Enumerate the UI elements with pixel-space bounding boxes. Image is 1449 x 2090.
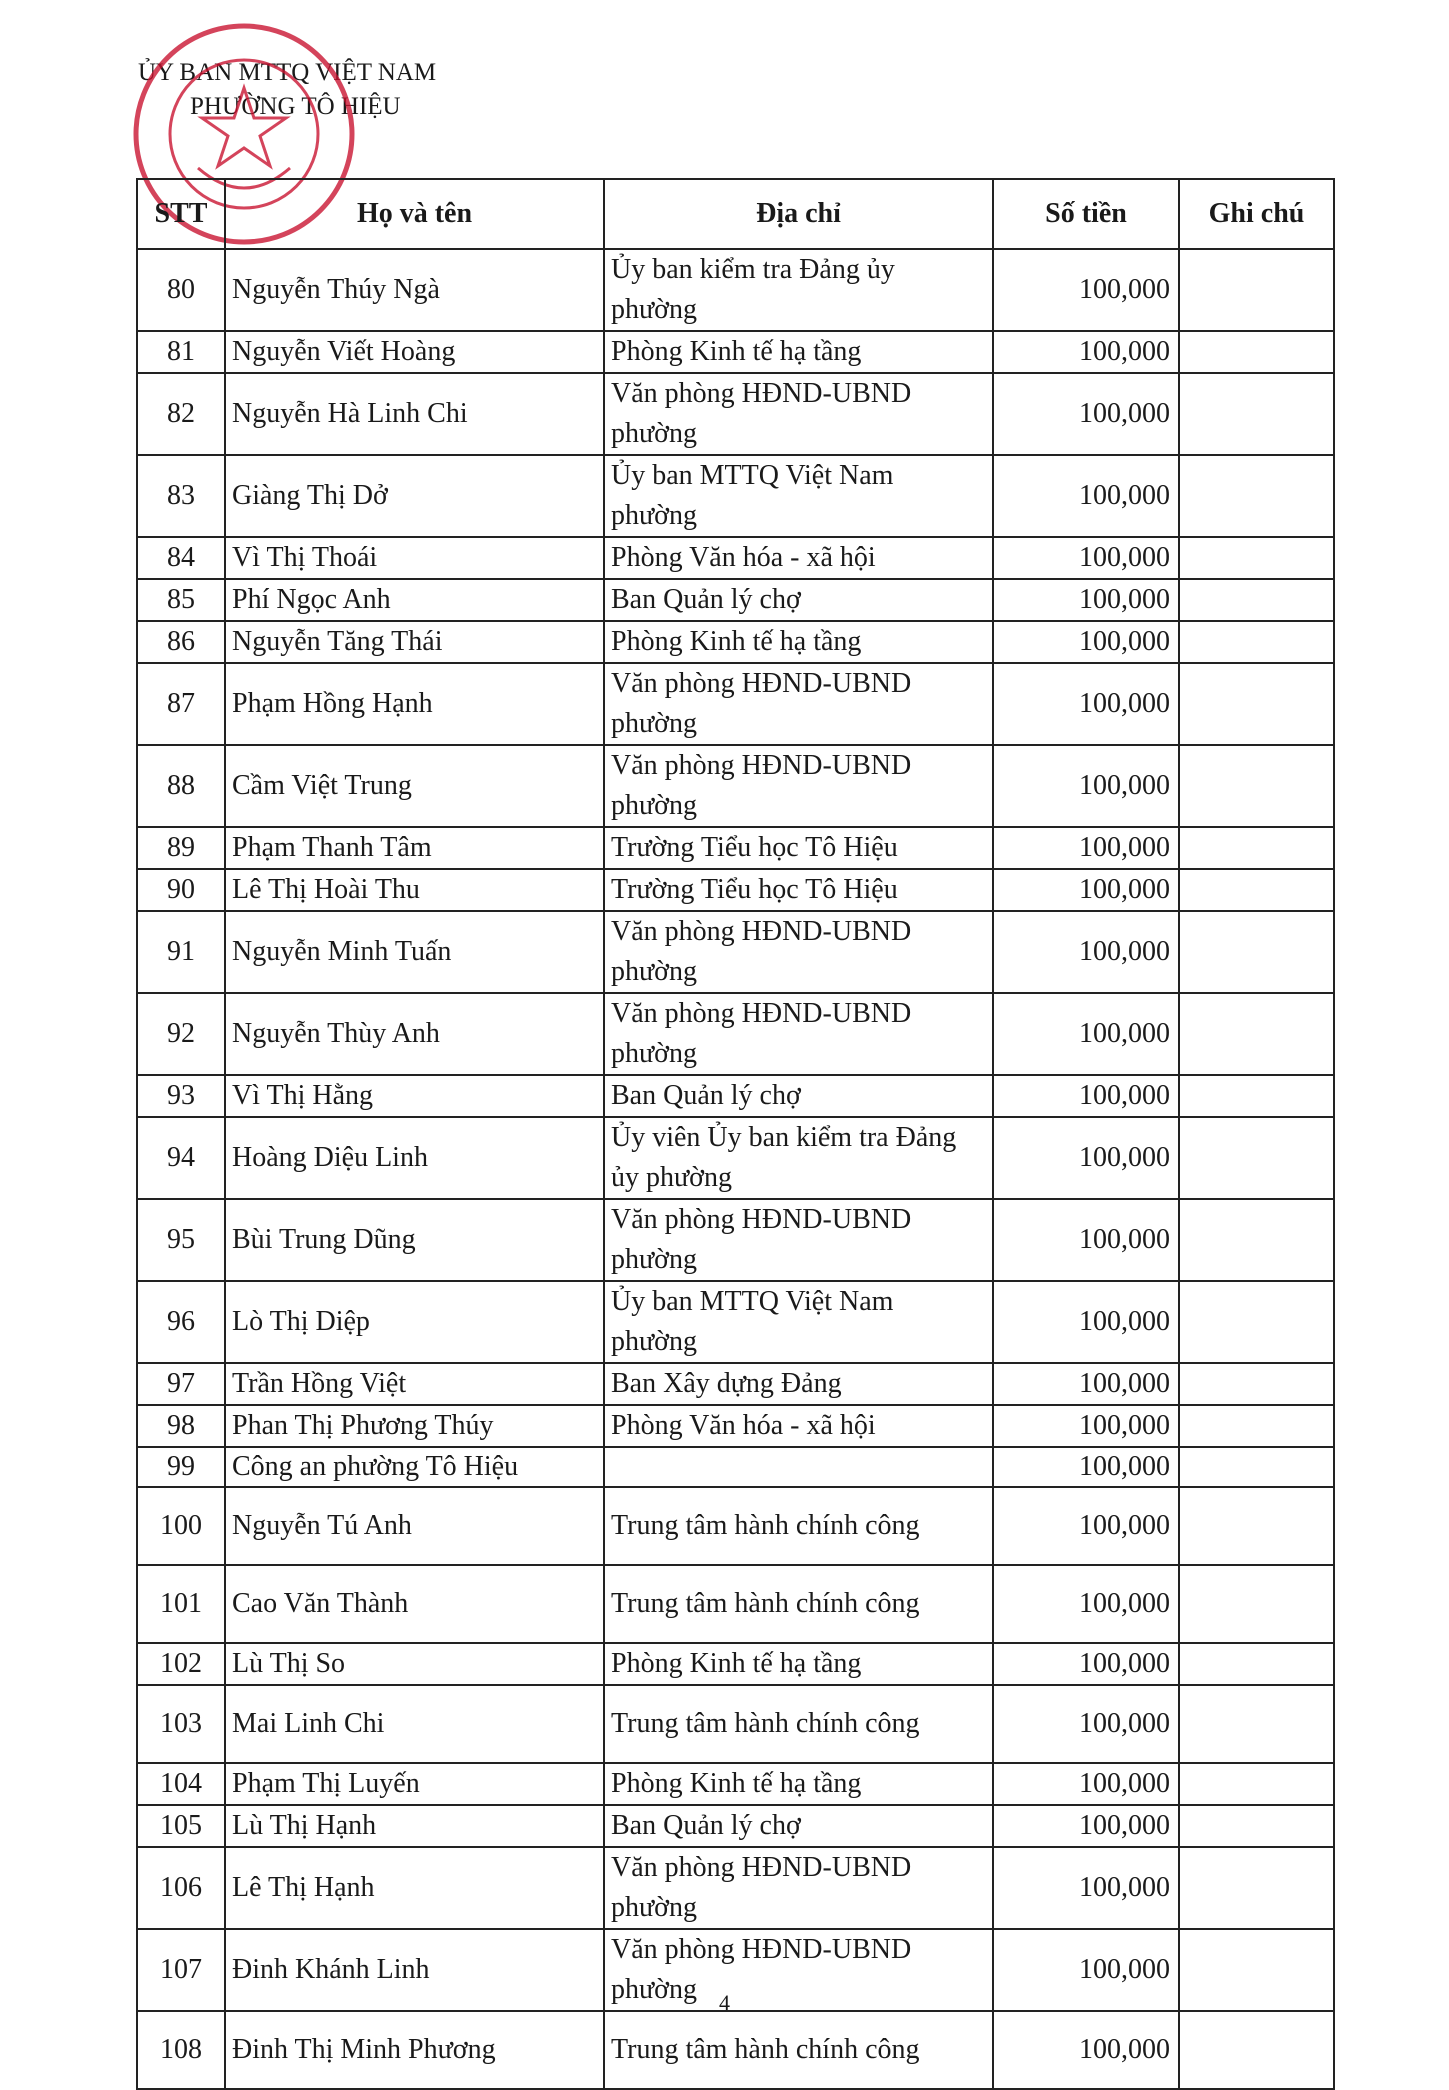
row-amount: 100,000 [993, 1363, 1179, 1405]
row-stt: 92 [137, 993, 225, 1075]
row-name: Bùi Trung Dũng [225, 1199, 604, 1281]
row-amount: 100,000 [993, 745, 1179, 827]
row-stt: 101 [137, 1565, 225, 1643]
row-address: Văn phòng HĐND-UBND phường [604, 993, 993, 1075]
row-note [1179, 1281, 1334, 1363]
row-amount: 100,000 [993, 331, 1179, 373]
row-stt: 83 [137, 455, 225, 537]
row-stt: 108 [137, 2011, 225, 2089]
row-address: Trung tâm hành chính công [604, 2011, 993, 2089]
row-address: Văn phòng HĐND-UBND phường [604, 911, 993, 993]
row-stt: 90 [137, 869, 225, 911]
row-stt: 100 [137, 1487, 225, 1565]
row-note [1179, 1487, 1334, 1565]
row-stt: 88 [137, 745, 225, 827]
row-address [604, 1447, 993, 1487]
row-name: Trần Hồng Việt [225, 1363, 604, 1405]
row-name: Cao Văn Thành [225, 1565, 604, 1643]
row-note [1179, 1565, 1334, 1643]
row-amount: 100,000 [993, 1643, 1179, 1685]
row-address: Ủy ban MTTQ Việt Nam phường [604, 455, 993, 537]
row-name: Nguyễn Thùy Anh [225, 993, 604, 1075]
row-address: Phòng Kinh tế hạ tầng [604, 331, 993, 373]
row-stt: 94 [137, 1117, 225, 1199]
row-address: Phòng Văn hóa - xã hội [604, 537, 993, 579]
table-row [137, 249, 1334, 331]
row-note [1179, 621, 1334, 663]
row-note [1179, 373, 1334, 455]
table-row [137, 663, 1334, 745]
row-stt: 96 [137, 1281, 225, 1363]
row-name: Vì Thị Thoái [225, 537, 604, 579]
row-address: Ban Xây dựng Đảng [604, 1363, 993, 1405]
table-row [137, 373, 1334, 455]
table-row [137, 827, 1334, 869]
row-name: Cầm Việt Trung [225, 745, 604, 827]
row-amount: 100,000 [993, 663, 1179, 745]
row-address: Trung tâm hành chính công [604, 1685, 993, 1763]
row-note [1179, 1363, 1334, 1405]
header-stt: STT [137, 179, 225, 249]
row-address: Văn phòng HĐND-UBND phường [604, 1929, 993, 2011]
row-name: Vì Thị Hằng [225, 1075, 604, 1117]
row-amount: 100,000 [993, 911, 1179, 993]
table-row [137, 621, 1334, 663]
row-amount: 100,000 [993, 1447, 1179, 1487]
row-name: Nguyễn Minh Tuấn [225, 911, 604, 993]
row-address: Trung tâm hành chính công [604, 1487, 993, 1565]
table-row [137, 1487, 1334, 1565]
row-address: Văn phòng HĐND-UBND phường [604, 663, 993, 745]
row-note [1179, 579, 1334, 621]
header-note: Ghi chú [1179, 179, 1334, 249]
row-stt: 106 [137, 1847, 225, 1929]
row-address: Phòng Văn hóa - xã hội [604, 1405, 993, 1447]
row-name: Phạm Thị Luyến [225, 1763, 604, 1805]
row-name: Lê Thị Hạnh [225, 1847, 604, 1929]
row-amount: 100,000 [993, 621, 1179, 663]
row-note [1179, 1117, 1334, 1199]
row-address: Văn phòng HĐND-UBND phường [604, 373, 993, 455]
header-name: Họ và tên [225, 179, 604, 249]
row-amount: 100,000 [993, 869, 1179, 911]
row-stt: 95 [137, 1199, 225, 1281]
row-name: Phan Thị Phương Thúy [225, 1405, 604, 1447]
row-amount: 100,000 [993, 1929, 1179, 2011]
table-row [137, 331, 1334, 373]
row-amount: 100,000 [993, 373, 1179, 455]
row-amount: 100,000 [993, 1487, 1179, 1565]
table-row [137, 1643, 1334, 1685]
row-stt: 80 [137, 249, 225, 331]
row-note [1179, 993, 1334, 1075]
row-note [1179, 2011, 1334, 2089]
row-address: Phòng Kinh tế hạ tầng [604, 621, 993, 663]
row-note [1179, 663, 1334, 745]
row-address: Ủy ban kiểm tra Đảng ủy phường [604, 249, 993, 331]
table-row [137, 455, 1334, 537]
row-stt: 82 [137, 373, 225, 455]
row-address: Ủy viên Ủy ban kiểm tra Đảng ủy phường [604, 1117, 993, 1199]
row-note [1179, 1763, 1334, 1805]
row-note [1179, 911, 1334, 993]
table-row [137, 1685, 1334, 1763]
row-stt: 84 [137, 537, 225, 579]
row-note [1179, 869, 1334, 911]
page-number: 4 [719, 1990, 730, 2015]
row-name: Nguyễn Tăng Thái [225, 621, 604, 663]
row-note [1179, 745, 1334, 827]
row-name: Lù Thị So [225, 1643, 604, 1685]
row-name: Nguyễn Tú Anh [225, 1487, 604, 1565]
row-stt: 107 [137, 1929, 225, 2011]
row-amount: 100,000 [993, 827, 1179, 869]
row-note [1179, 1199, 1334, 1281]
row-amount: 100,000 [993, 1805, 1179, 1847]
row-stt: 86 [137, 621, 225, 663]
row-amount: 100,000 [993, 1199, 1179, 1281]
row-amount: 100,000 [993, 537, 1179, 579]
row-note [1179, 537, 1334, 579]
row-address: Ban Quản lý chợ [604, 579, 993, 621]
row-name: Lù Thị Hạnh [225, 1805, 604, 1847]
table-row [137, 1763, 1334, 1805]
table-row [137, 1363, 1334, 1405]
table-header-row [137, 179, 1334, 249]
row-note [1179, 1075, 1334, 1117]
table-row [137, 579, 1334, 621]
row-amount: 100,000 [993, 1763, 1179, 1805]
row-note [1179, 1405, 1334, 1447]
row-stt: 102 [137, 1643, 225, 1685]
table-row [137, 1281, 1334, 1363]
row-stt: 81 [137, 331, 225, 373]
row-note [1179, 331, 1334, 373]
row-stt: 98 [137, 1405, 225, 1447]
row-note [1179, 1643, 1334, 1685]
row-address: Ban Quản lý chợ [604, 1805, 993, 1847]
row-address: Phòng Kinh tế hạ tầng [604, 1763, 993, 1805]
row-note [1179, 827, 1334, 869]
row-stt: 99 [137, 1447, 225, 1487]
row-stt: 93 [137, 1075, 225, 1117]
row-address: Văn phòng HĐND-UBND phường [604, 1847, 993, 1929]
header-amount: Số tiền [993, 179, 1179, 249]
row-amount: 100,000 [993, 2011, 1179, 2089]
row-note [1179, 1447, 1334, 1487]
row-stt: 103 [137, 1685, 225, 1763]
row-name: Nguyễn Hà Linh Chi [225, 373, 604, 455]
row-note [1179, 455, 1334, 537]
table-row [137, 2011, 1334, 2089]
row-stt: 87 [137, 663, 225, 745]
row-name: Đinh Khánh Linh [225, 1929, 604, 2011]
row-amount: 100,000 [993, 993, 1179, 1075]
row-address: Trường Tiểu học Tô Hiệu [604, 869, 993, 911]
row-amount: 100,000 [993, 1075, 1179, 1117]
row-address: Văn phòng HĐND-UBND phường [604, 1199, 993, 1281]
row-name: Công an phường Tô Hiệu [225, 1447, 604, 1487]
table-row [137, 745, 1334, 827]
row-address: Văn phòng HĐND-UBND phường [604, 745, 993, 827]
row-name: Nguyễn Thúy Ngà [225, 249, 604, 331]
row-stt: 89 [137, 827, 225, 869]
org-name: ỦY BAN MTTQ VIỆT NAM [138, 59, 437, 86]
org-ward: PHƯỜNG TÔ HIỆU [190, 93, 401, 120]
row-amount: 100,000 [993, 249, 1179, 331]
table-row [137, 1447, 1334, 1487]
row-amount: 100,000 [993, 1281, 1179, 1363]
row-stt: 105 [137, 1805, 225, 1847]
table-row [137, 1199, 1334, 1281]
seal-star-icon [202, 88, 286, 166]
row-name: Lò Thị Diệp [225, 1281, 604, 1363]
row-name: Nguyễn Viết Hoàng [225, 331, 604, 373]
row-note [1179, 1685, 1334, 1763]
row-name: Phạm Thanh Tâm [225, 827, 604, 869]
row-amount: 100,000 [993, 455, 1179, 537]
row-name: Giàng Thị Dở [225, 455, 604, 537]
row-name: Hoàng Diệu Linh [225, 1117, 604, 1199]
contribution-table [136, 178, 1335, 2090]
table-row [137, 869, 1334, 911]
table-row [137, 1805, 1334, 1847]
row-name: Mai Linh Chi [225, 1685, 604, 1763]
header-address: Địa chỉ [604, 179, 993, 249]
table-row [137, 1117, 1334, 1199]
row-name: Phạm Hồng Hạnh [225, 663, 604, 745]
table-row [137, 537, 1334, 579]
row-amount: 100,000 [993, 1405, 1179, 1447]
row-amount: 100,000 [993, 1117, 1179, 1199]
table-row [137, 1565, 1334, 1643]
row-address: Trường Tiểu học Tô Hiệu [604, 827, 993, 869]
row-note [1179, 1847, 1334, 1929]
row-name: Lê Thị Hoài Thu [225, 869, 604, 911]
table-row [137, 1847, 1334, 1929]
table-row [137, 1405, 1334, 1447]
table-row [137, 1075, 1334, 1117]
row-amount: 100,000 [993, 1565, 1179, 1643]
row-stt: 85 [137, 579, 225, 621]
table-row [137, 911, 1334, 993]
row-name: Đinh Thị Minh Phương [225, 2011, 604, 2089]
row-address: Phòng Kinh tế hạ tầng [604, 1643, 993, 1685]
row-amount: 100,000 [993, 579, 1179, 621]
row-address: Ban Quản lý chợ [604, 1075, 993, 1117]
row-note [1179, 1805, 1334, 1847]
row-name: Phí Ngọc Anh [225, 579, 604, 621]
row-stt: 97 [137, 1363, 225, 1405]
row-address: Ủy ban MTTQ Việt Nam phường [604, 1281, 993, 1363]
row-amount: 100,000 [993, 1847, 1179, 1929]
row-stt: 104 [137, 1763, 225, 1805]
row-address: Trung tâm hành chính công [604, 1565, 993, 1643]
row-note [1179, 249, 1334, 331]
table-row [137, 993, 1334, 1075]
row-stt: 91 [137, 911, 225, 993]
row-amount: 100,000 [993, 1685, 1179, 1763]
